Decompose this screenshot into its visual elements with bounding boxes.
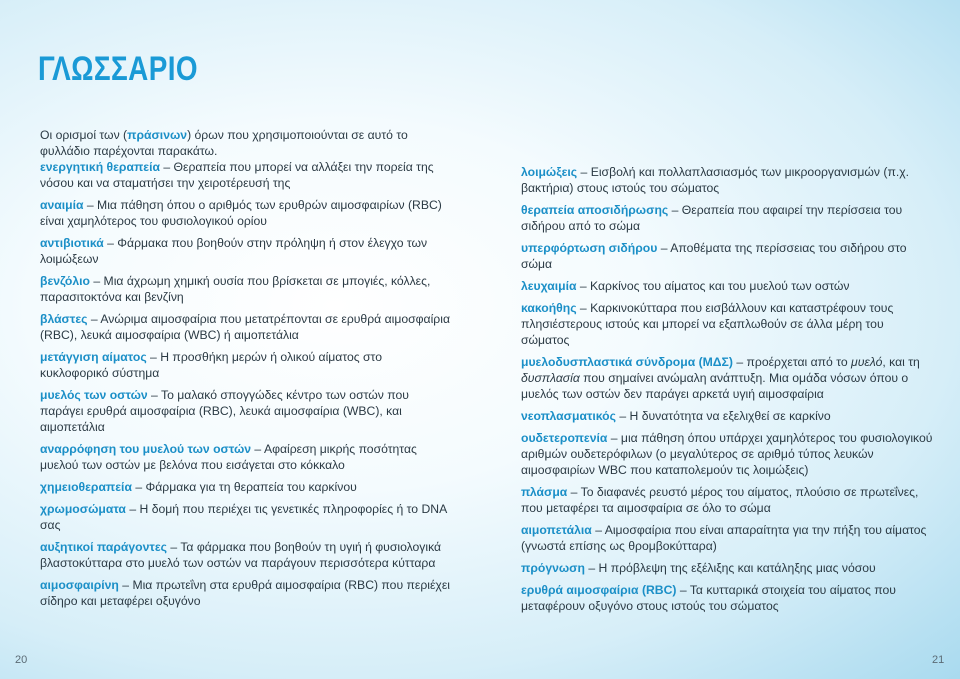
intro-before: Οι ορισμοί των (: [40, 128, 128, 142]
glossary-term: ερυθρά αιμοσφαίρια (RBC): [521, 583, 677, 597]
glossary-entry: νεοπλασματικός – Η δυνατότητα να εξελιχθεί σε καρκίνο: [521, 409, 831, 423]
glossary-definition: Φάρμακα που βοηθούν στην πρόληψη ή στον έλεγχο των λοιμώξεων: [40, 236, 428, 266]
glossary-term: αιμοσφαιρίνη: [40, 578, 119, 592]
glossary-term: μετάγγιση αίματος: [40, 350, 147, 364]
glossary-term: πλάσμα: [521, 485, 568, 499]
glossary-definition: Καρκίνος του αίματος και του μυελού των οστών: [590, 279, 850, 293]
glossary-entry: ουδετεροπενία – μια πάθηση όπου υπάρχει χαμηλότερος του φυσιολογικού αριθμών ουδετερόφιλων (ο μεγαλύτερος σε αριθμό τύπος λευκών αιμοσφαιρίων WBC που καταπολεμούν τις λοιμώξεις): [521, 431, 933, 477]
glossary-column-left: [40, 127, 450, 615]
intro-highlight: πράσινων: [127, 128, 188, 142]
glossary-term: βλάστες: [40, 312, 88, 326]
page-number-right: 21: [932, 654, 945, 666]
glossary-entry: χημειοθεραπεία – Φάρμακα για τη θεραπεία του καρκίνου: [40, 480, 357, 494]
glossary-entry: ενεργητική θεραπεία – Θεραπεία που μπορεί να αλλάξει την πορεία της νόσου και να σταματήσει την χειροτέρευσή της: [40, 160, 434, 190]
glossary-entry: χρωμοσώματα – Η δομή που περιέχει τις γενετικές πληροφορίες ή το DNA σας: [40, 502, 447, 532]
mds-def-italic-1: μυελό: [851, 355, 883, 369]
glossary-term: αναρρόφηση του μυελού των οστών: [40, 442, 252, 456]
glossary-entry: ερυθρά αιμοσφαίρια (RBC) – Τα κυτταρικά στοιχεία του αίματος που μεταφέρουν οξυγόνο στους ιστούς του σώματος: [521, 583, 896, 613]
glossary-definition: Τα κυτταρικά στοιχεία του αίματος που μεταφέρουν οξυγόνο στους ιστούς του σώματος: [521, 583, 896, 613]
glossary-entry: θεραπεία αποσιδήρωσης – Θεραπεία που αφαιρεί την περίσσεια του σιδήρου από το σώμα: [521, 203, 903, 233]
glossary-entry: λοιμώξεις – Εισβολή και πολλαπλασιασμός των μικροοργανισμών (π.χ. βακτήρια) στους ιστούς του σώματος: [521, 165, 910, 195]
glossary-term: θεραπεία αποσιδήρωσης: [521, 203, 669, 217]
glossary-definition: μια πάθηση όπου υπάρχει χαμηλότερος του φυσιολογικού αριθμών ουδετερόφιλων (ο μεγαλύτερος σε αριθμό τύπος λευκών αιμοσφαιρίων WBC που καταπολεμούν τις λοιμώξεις): [521, 431, 933, 477]
glossary-definition: Αποθέματα της περίσσειας του σιδήρου στο σώμα: [521, 241, 907, 271]
glossary-entry: βενζόλιο – Μια άχρωμη χημική ουσία που βρίσκεται σε μπογιές, κόλλες, παρασιτοκτόνα και βενζίνη: [40, 274, 431, 304]
glossary-definition: Θεραπεία που αφαιρεί την περίσσεια του σιδήρου από το σώμα: [521, 203, 903, 233]
glossary-definition: Μια πάθηση όπου ο αριθμός των ερυθρών αιμοσφαιρίων (RBC) είναι χαμηλότερος του φυσιολογικού ορίου: [40, 198, 442, 228]
glossary-term: αναιμία: [40, 198, 84, 212]
glossary-term: χρωμοσώματα: [40, 502, 126, 516]
glossary-entry: αναρρόφηση του μυελού των οστών – Αφαίρεση μικρής ποσότητας μυελού των οστών με βελόνα που εισάγεται στο κόκκαλο: [40, 442, 417, 472]
glossary-definition: Η πρόβλεψη της εξέλιξης και κατάληξης μιας νόσου: [598, 561, 876, 575]
glossary-term: αιμοπετάλια: [521, 523, 592, 537]
glossary-term: πρόγνωση: [521, 561, 585, 575]
glossary-definition: Η προσθήκη μερών ή ολικού αίματος στο κυκλοφορικό σύστημα: [40, 350, 382, 380]
mds-def-1: προέρχεται από το: [746, 355, 852, 369]
glossary-term: λευχαιμία: [521, 279, 577, 293]
glossary-definition: Η δυνατότητα να εξελιχθεί σε καρκίνο: [629, 409, 831, 423]
glossary-definition: Εισβολή και πολλαπλασιασμός των μικροοργανισμών (π.χ. βακτήρια) στους ιστούς του σώματος: [521, 165, 910, 195]
mds-def-3: που σημαίνει ανώμαλη ανάπτυξη. Μια ομάδα νόσων όπου ο μυελός των οστών δεν παράγει αρκετά υγιή αιμοσφαίρια: [521, 371, 909, 401]
glossary-definition: Αφαίρεση μικρής ποσότητας μυελού των οστών με βελόνα που εισάγεται στο κόκκαλο: [40, 442, 417, 472]
glossary-term: αυξητικοί παράγοντες: [40, 540, 167, 554]
glossary-term: μυελοδυσπλαστικά σύνδρομα (ΜΔΣ): [521, 355, 733, 369]
glossary-term: βενζόλιο: [40, 274, 90, 288]
glossary-term: λοιμώξεις: [521, 165, 578, 179]
intro-text: [40, 127, 450, 159]
glossary-entry: πρόγνωση – Η πρόβλεψη της εξέλιξης και κατάληξης μιας νόσου: [521, 561, 876, 575]
glossary-definition: Η δομή που περιέχει τις γενετικές πληροφορίες ή το DNA σας: [40, 502, 447, 532]
glossary-term: ενεργητική θεραπεία: [40, 160, 160, 174]
mds-def-2: , και τη: [882, 355, 920, 369]
glossary-definition: Το μαλακό σπογγώδες κέντρο των οστών που παράγει ερυθρά αιμοσφαίρια (RBC), λευκά αιμοσφαίρια (WBC), και αιμοπετάλια: [40, 388, 409, 434]
intro-after: ) όρων που χρησιμοποιούνται σε αυτό το φυλλάδιο παρέχονται παρακάτω.: [40, 128, 408, 158]
glossary-entry: αντιβιοτικά – Φάρμακα που βοηθούν στην πρόληψη ή στον έλεγχο των λοιμώξεων: [40, 236, 428, 266]
glossary-definition: Καρκινοκύτταρα που εισβάλλουν και καταστρέφουν τους πλησιέστερους ιστούς και μπορεί να εξαπλωθούν σε άλλα μέρη του σώματος: [521, 301, 894, 347]
glossary-entry: αιμοσφαιρίνη – Μια πρωτεΐνη στα ερυθρά αιμοσφαίρια (RBC) που περιέχει σίδηρο και μεταφέρει οξυγόνο: [40, 578, 450, 608]
glossary-list-right-b: [521, 408, 933, 614]
glossary-term: κακοήθης: [521, 301, 577, 315]
glossary-definition: Το διαφανές ρευστό μέρος του αίματος, πλούσιο σε πρωτεΐνες, που μεταφέρει τα αιμοσφαίρια σε όλο το σώμα: [521, 485, 919, 515]
glossary-definition: Ανώριμα αιμοσφαίρια που μετατρέπονται σε ερυθρά αιμοσφαίρια (RBC), λευκά αιμοσφαίρια (WBC) ή αιμοπετάλια: [40, 312, 450, 342]
glossary-entry: πλάσμα – Το διαφανές ρευστό μέρος του αίματος, πλούσιο σε πρωτεΐνες, που μεταφέρει τα αιμοσφαίρια σε όλο το σώμα: [521, 485, 919, 515]
glossary-entry: μετάγγιση αίματος – Η προσθήκη μερών ή ολικού αίματος στο κυκλοφορικό σύστημα: [40, 350, 382, 380]
glossary-term: ουδετεροπενία: [521, 431, 608, 445]
glossary-term: αντιβιοτικά: [40, 236, 104, 250]
glossary-column-right: [521, 164, 933, 620]
glossary-term: μυελός των οστών: [40, 388, 148, 402]
glossary-list-right-a: [521, 164, 933, 348]
glossary-definition: Αιμοσφαίρια που είναι απαραίτητα για την πήξη του αίματος (γνωστά επίσης ως θρομβοκύτταρα): [521, 523, 927, 553]
glossary-definition: Θεραπεία που μπορεί να αλλάξει την πορεία της νόσου και να σταματήσει την χειροτέρευσή της: [40, 160, 434, 190]
glossary-definition: Τα φάρμακα που βοηθούν τη υγιή ή φυσιολογικά βλαστοκύτταρα στο μυελό των οστών να παράγουν περισσότερα κύτταρα: [40, 540, 442, 570]
glossary-entry: λευχαιμία – Καρκίνος του αίματος και του μυελού των οστών: [521, 279, 850, 293]
glossary-entry: κακοήθης – Καρκινοκύτταρα που εισβάλλουν και καταστρέφουν τους πλησιέστερους ιστούς και μπορεί να εξαπλωθούν σε άλλα μέρη του σώματος: [521, 301, 894, 347]
glossary-entry: υπερφόρτωση σιδήρου – Αποθέματα της περίσσειας του σιδήρου στο σώμα: [521, 241, 907, 271]
glossary-term: υπερφόρτωση σιδήρου: [521, 241, 658, 255]
glossary-entry: αυξητικοί παράγοντες – Τα φάρμακα που βοηθούν τη υγιή ή φυσιολογικά βλαστοκύτταρα στο μυελό των οστών να παράγουν περισσότερα κύτταρα: [40, 540, 442, 570]
glossary-entry-mds: μυελοδυσπλαστικά σύνδρομα (ΜΔΣ) – προέρχεται από το μυελό, και τη δυσπλασία που σημαίνει ανώμαλη ανάπτυξη. Μια ομάδα νόσων όπου ο μυελός των οστών δεν παράγει αρκετά υγιή αιμοσφαίρια: [521, 355, 920, 401]
mds-def-italic-2: δυσπλασία: [521, 371, 580, 385]
glossary-list-left: [40, 159, 450, 609]
glossary-entry: αναιμία – Μια πάθηση όπου ο αριθμός των ερυθρών αιμοσφαιρίων (RBC) είναι χαμηλότερος του φυσιολογικού ορίου: [40, 198, 442, 228]
glossary-term: νεοπλασματικός: [521, 409, 616, 423]
page-title: ΓΛΩΣΣΑΡΙΟ: [38, 50, 198, 88]
glossary-definition: Φάρμακα για τη θεραπεία του καρκίνου: [145, 480, 357, 494]
glossary-definition: Μια άχρωμη χημική ουσία που βρίσκεται σε μπογιές, κόλλες, παρασιτοκτόνα και βενζίνη: [40, 274, 431, 304]
glossary-term: χημειοθεραπεία: [40, 480, 132, 494]
glossary-entry: αιμοπετάλια – Αιμοσφαίρια που είναι απαραίτητα για την πήξη του αίματος (γνωστά επίσης ως θρομβοκύτταρα): [521, 523, 927, 553]
glossary-definition: Μια πρωτεΐνη στα ερυθρά αιμοσφαίρια (RBC) που περιέχει σίδηρο και μεταφέρει οξυγόνο: [40, 578, 450, 608]
glossary-entry: βλάστες – Ανώριμα αιμοσφαίρια που μετατρέπονται σε ερυθρά αιμοσφαίρια (RBC), λευκά αιμοσφαίρια (WBC) ή αιμοπετάλια: [40, 312, 450, 342]
glossary-entry: μυελός των οστών – Το μαλακό σπογγώδες κέντρο των οστών που παράγει ερυθρά αιμοσφαίρια (RBC), λευκά αιμοσφαίρια (WBC), και αιμοπετάλια: [40, 388, 409, 434]
page-number-left: 20: [15, 654, 28, 666]
